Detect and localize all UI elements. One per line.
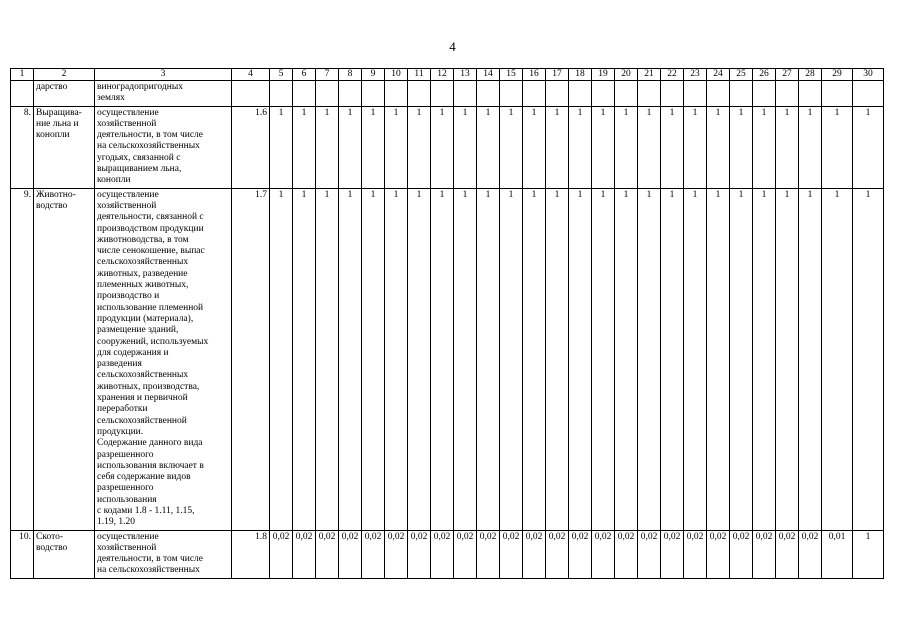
zoning-table <box>10 68 884 579</box>
header-cell: 4 <box>232 69 270 81</box>
value-cell <box>853 81 884 107</box>
value-cell: 1 <box>316 188 339 530</box>
value-cell: 0,02 <box>362 530 385 578</box>
value-cell: 1 <box>776 188 799 530</box>
header-cell: 6 <box>293 69 316 81</box>
use-description: осуществление хозяйственной деятельности, связанной с производством продукции животноводства, в том числе сенокошение, выпас сельскохозяйственных животных, разведение племенных животных, производство и использование племенной продукции (материала), размещение зданий, сооружений, используемых для содержания и разведения сельскохозяйственных животных, производства, хранения и первичной переработки сельскохозяйственной продукции. Содержание данного вида разрешенного использования включает в себя содержание видов разрешенного использования с кодами 1.8 - 1.11, 1.15, 1.19, 1.20 <box>95 188 232 530</box>
value-cell: 1 <box>339 188 362 530</box>
value-cell: 1 <box>362 106 385 188</box>
value-cell: 1 <box>730 188 753 530</box>
value-cell: 0,02 <box>592 530 615 578</box>
header-cell: 22 <box>661 69 684 81</box>
use-code <box>232 81 270 107</box>
value-cell <box>592 81 615 107</box>
value-cell: 0,01 <box>822 530 853 578</box>
value-cell <box>431 81 454 107</box>
value-cell: 1 <box>523 188 546 530</box>
value-cell: 1 <box>408 188 431 530</box>
value-cell: 1 <box>661 106 684 188</box>
header-cell: 26 <box>753 69 776 81</box>
value-cell: 0,02 <box>523 530 546 578</box>
value-cell: 0,02 <box>477 530 500 578</box>
value-cell: 0,02 <box>776 530 799 578</box>
value-cell: 1 <box>293 188 316 530</box>
row-number <box>11 81 34 107</box>
value-cell: 1 <box>684 188 707 530</box>
row-number: 10. <box>11 530 34 578</box>
value-cell: 1 <box>316 106 339 188</box>
header-cell: 17 <box>546 69 569 81</box>
value-cell: 0,02 <box>500 530 523 578</box>
value-cell <box>477 81 500 107</box>
table-row <box>11 81 884 107</box>
value-cell: 1 <box>385 106 408 188</box>
header-cell: 8 <box>339 69 362 81</box>
value-cell: 1 <box>385 188 408 530</box>
value-cell <box>316 81 339 107</box>
value-cell: 0,02 <box>293 530 316 578</box>
value-cell: 0,02 <box>546 530 569 578</box>
value-cell <box>707 81 730 107</box>
value-cell <box>615 81 638 107</box>
header-cell: 20 <box>615 69 638 81</box>
value-cell: 0,02 <box>615 530 638 578</box>
value-cell <box>822 81 853 107</box>
header-cell: 13 <box>454 69 477 81</box>
value-cell: 1 <box>707 188 730 530</box>
value-cell: 0,02 <box>684 530 707 578</box>
value-cell: 0,02 <box>385 530 408 578</box>
value-cell <box>523 81 546 107</box>
value-cell: 1 <box>500 188 523 530</box>
value-cell: 1 <box>638 106 661 188</box>
value-cell: 1 <box>431 188 454 530</box>
header-cell: 1 <box>11 69 34 81</box>
value-cell <box>293 81 316 107</box>
use-description: осуществление хозяйственной деятельности, в том числе на сельскохозяйственных <box>95 530 232 578</box>
value-cell: 1 <box>853 530 884 578</box>
value-cell: 1 <box>362 188 385 530</box>
use-code: 1.6 <box>232 106 270 188</box>
value-cell <box>454 81 477 107</box>
value-cell <box>385 81 408 107</box>
value-cell <box>661 81 684 107</box>
value-cell <box>684 81 707 107</box>
value-cell: 1 <box>454 106 477 188</box>
value-cell: 1 <box>477 188 500 530</box>
use-code: 1.8 <box>232 530 270 578</box>
value-cell <box>500 81 523 107</box>
value-cell <box>638 81 661 107</box>
header-cell: 16 <box>523 69 546 81</box>
header-cell: 15 <box>500 69 523 81</box>
use-description: осуществление хозяйственной деятельности, в том числе на сельскохозяйственных угодьях, связанной с выращиванием льна, конопли <box>95 106 232 188</box>
header-cell: 9 <box>362 69 385 81</box>
use-name: дарство <box>34 81 95 107</box>
value-cell: 1 <box>293 106 316 188</box>
value-cell: 1 <box>339 106 362 188</box>
value-cell <box>569 81 592 107</box>
header-cell: 11 <box>408 69 431 81</box>
value-cell: 1 <box>523 106 546 188</box>
value-cell: 1 <box>753 188 776 530</box>
header-cell: 3 <box>95 69 232 81</box>
header-cell: 10 <box>385 69 408 81</box>
value-cell: 1 <box>569 188 592 530</box>
value-cell: 1 <box>569 106 592 188</box>
page-number: 4 <box>449 39 456 54</box>
header-cell: 19 <box>592 69 615 81</box>
header-cell: 23 <box>684 69 707 81</box>
value-cell: 1 <box>684 106 707 188</box>
value-cell: 0,02 <box>270 530 293 578</box>
value-cell: 1 <box>270 188 293 530</box>
row-number: 9. <box>11 188 34 530</box>
header-cell: 28 <box>799 69 822 81</box>
value-cell: 0,02 <box>799 530 822 578</box>
table-row <box>11 106 884 188</box>
header-row <box>11 69 884 81</box>
value-cell <box>546 81 569 107</box>
value-cell <box>339 81 362 107</box>
value-cell: 1 <box>799 106 822 188</box>
value-cell: 1 <box>270 106 293 188</box>
value-cell: 0,02 <box>339 530 362 578</box>
table-row <box>11 188 884 530</box>
value-cell <box>270 81 293 107</box>
value-cell: 0,02 <box>638 530 661 578</box>
header-cell: 21 <box>638 69 661 81</box>
value-cell: 1 <box>431 106 454 188</box>
use-name: Ското- водство <box>34 530 95 578</box>
header-cell: 18 <box>569 69 592 81</box>
value-cell: 1 <box>799 188 822 530</box>
header-cell: 7 <box>316 69 339 81</box>
value-cell: 1 <box>822 106 853 188</box>
header-cell: 2 <box>34 69 95 81</box>
value-cell: 1 <box>615 106 638 188</box>
use-code: 1.7 <box>232 188 270 530</box>
row-number: 8. <box>11 106 34 188</box>
value-cell: 1 <box>853 106 884 188</box>
header-cell: 5 <box>270 69 293 81</box>
use-description: виноградопригодных землях <box>95 81 232 107</box>
value-cell: 1 <box>592 188 615 530</box>
value-cell <box>408 81 431 107</box>
header-cell: 30 <box>853 69 884 81</box>
use-name: Животно- водство <box>34 188 95 530</box>
value-cell: 1 <box>661 188 684 530</box>
value-cell: 1 <box>753 106 776 188</box>
value-cell: 1 <box>615 188 638 530</box>
value-cell <box>362 81 385 107</box>
header-cell: 25 <box>730 69 753 81</box>
header-cell: 27 <box>776 69 799 81</box>
header-cell: 14 <box>477 69 500 81</box>
value-cell: 0,02 <box>753 530 776 578</box>
value-cell: 0,02 <box>707 530 730 578</box>
value-cell: 0,02 <box>661 530 684 578</box>
value-cell: 1 <box>477 106 500 188</box>
value-cell: 0,02 <box>569 530 592 578</box>
value-cell: 1 <box>454 188 477 530</box>
value-cell: 1 <box>546 188 569 530</box>
value-cell: 0,02 <box>730 530 753 578</box>
value-cell: 1 <box>408 106 431 188</box>
value-cell <box>730 81 753 107</box>
value-cell <box>753 81 776 107</box>
value-cell: 1 <box>638 188 661 530</box>
header-cell: 12 <box>431 69 454 81</box>
value-cell: 1 <box>853 188 884 530</box>
value-cell: 0,02 <box>316 530 339 578</box>
value-cell: 1 <box>776 106 799 188</box>
use-name: Выращива- ние льна и конопли <box>34 106 95 188</box>
table-row <box>11 530 884 578</box>
value-cell: 1 <box>592 106 615 188</box>
value-cell: 1 <box>707 106 730 188</box>
header-cell: 29 <box>822 69 853 81</box>
value-cell: 0,02 <box>408 530 431 578</box>
value-cell: 0,02 <box>431 530 454 578</box>
value-cell: 1 <box>822 188 853 530</box>
value-cell: 1 <box>500 106 523 188</box>
value-cell <box>776 81 799 107</box>
value-cell: 1 <box>546 106 569 188</box>
value-cell: 1 <box>730 106 753 188</box>
value-cell: 0,02 <box>454 530 477 578</box>
header-cell: 24 <box>707 69 730 81</box>
value-cell <box>799 81 822 107</box>
